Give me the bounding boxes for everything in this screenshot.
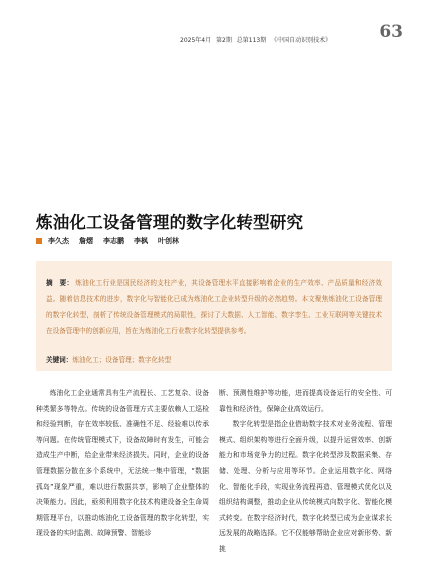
issue-date: 2025年4月 (180, 37, 212, 44)
journal-name: 《中国自动识别技术》 (271, 37, 332, 44)
issue-number: 第2期 (216, 37, 232, 44)
author-name: 李志鹏 (103, 237, 124, 245)
body-paragraph: 数字化转型是指企业借助数字技术对业务流程、管理模式、组织架构等进行全面升级，以提升运营效率、创新能力和市场竞争力的过程。数字化转型涉及数据采集、存储、处理、分析与应用等环节。企业运用数字化、网络化、智能化手段，实现业务流程再造、管理模式优化以及组织结构调整，推动企业从传统模式向数字化、智能化模式转变。在数字经济时代，数字化转型已成为企业谋求长远发展的战略选择。它不仅能够帮助企业应对新形势、新挑 (219, 420, 392, 553)
keywords-label: 关键词： (46, 356, 73, 364)
page-number: 63 (379, 22, 403, 42)
keywords-value: 炼油化工；设备管理；数字化转型 (72, 356, 172, 364)
abstract-label: 摘 要： (46, 279, 74, 287)
body-column-left (36, 386, 209, 542)
author-marker-square (36, 238, 42, 244)
author-name: 李枫 (134, 237, 148, 245)
article-title: 炼油化工设备管理的数字化转型研究 (36, 213, 304, 232)
author-list (36, 236, 189, 246)
abstract-box (36, 261, 392, 371)
author-name: 李久杰 (48, 237, 69, 245)
issue-info (180, 35, 334, 44)
abstract-body: 炼油化工行业是国民经济的支柱产业，其设备管理水平直接影响着企业的生产效率、产品质量和经济效益。随着信息技术的进步，数字化与智能化已成为炼油化工企业转型升级的必然趋势。本文聚焦炼油化工设备管理的数字化转型，剖析了传统设备管理模式的局限性，探讨了大数据、人工智能、数字孪生、工业互联网等关键技术在设备管理中的创新应用，旨在为炼油化工行业数字化转型提供参考。 (46, 279, 383, 335)
body-paragraph: 炼油化工企业通常具有生产流程长、工艺复杂、设备种类繁多等特点。传统的设备管理方式主要依赖人工巡检和经验判断，存在效率较低、准确性不足、经验难以传承等问题。在传统管理模式下，设备故障时有发生，可能会造成生产中断，给企业带来经济损失。同时，企业的设备管理数据分散在多个系统中，无法统一集中管理，“数据孤岛”现象严重，难以进行数据共享，影响了企业整体的决策能力。因此，亟须利用数字化技术构建设备全生命周期管理平台，以推动炼油化工设备管理的数字化转型，实现设备的实时监测、故障预警、智能诊 (36, 389, 209, 538)
total-issue: 总第113期 (236, 37, 267, 44)
abstract (46, 275, 382, 339)
author-name: 詹熠 (79, 237, 93, 245)
keywords (46, 354, 171, 364)
body-paragraph: 断、预测性维护等功能，进而提高设备运行的安全性、可靠性和经济性，保障企业高效运行。 (219, 389, 392, 413)
author-name: 叶创林 (158, 237, 179, 245)
body-column-right (219, 386, 392, 558)
